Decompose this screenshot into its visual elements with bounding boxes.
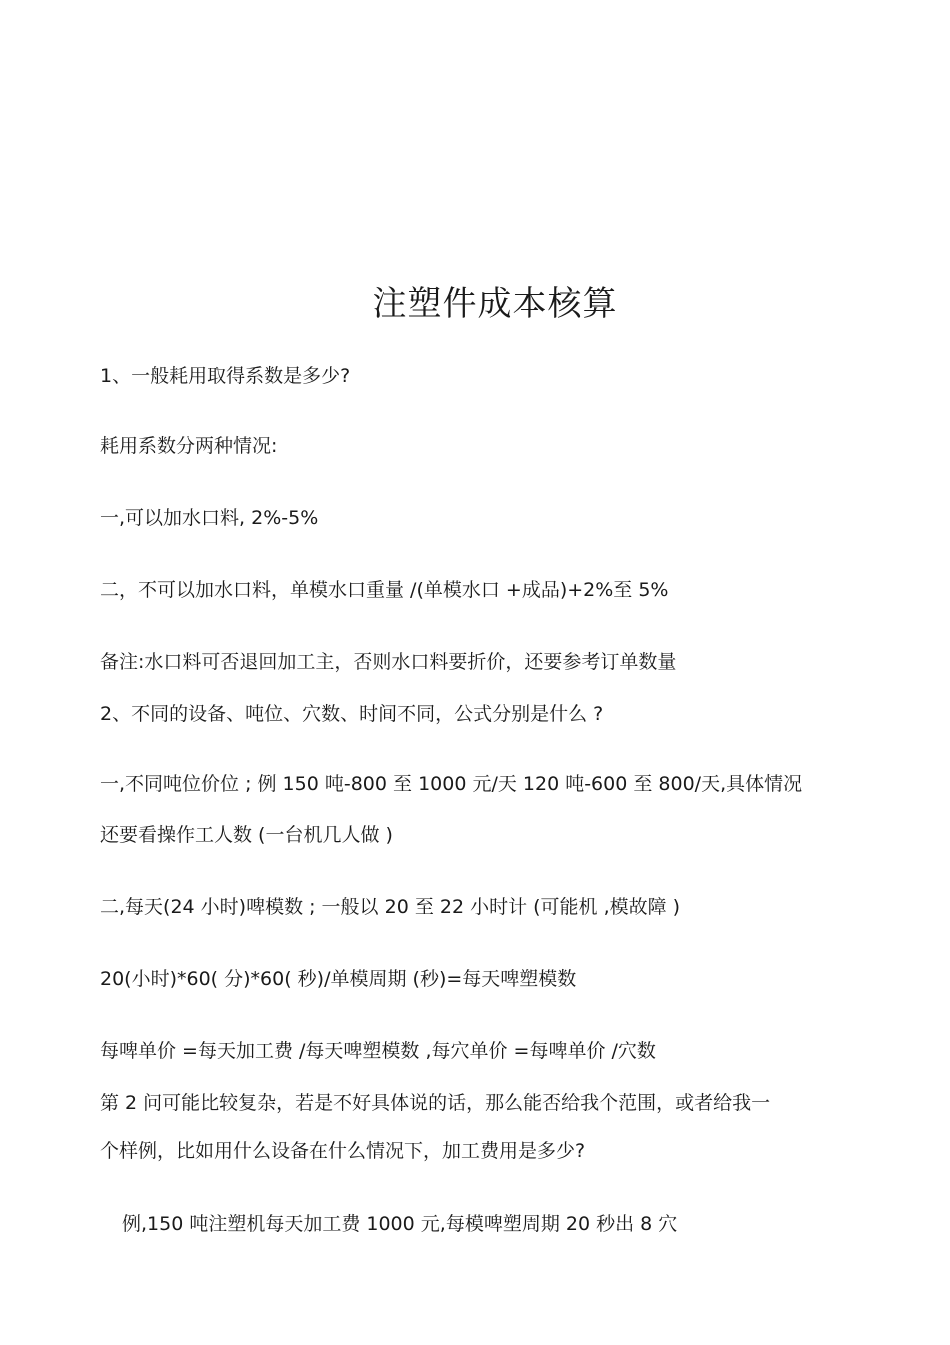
- paragraph-note: 备注:水口料可否退回加工主，否则水口料要折价，还要参考订单数量: [100, 651, 677, 673]
- page-title: 注塑件成本核算: [372, 284, 618, 324]
- paragraph-example: 例,150 吨注塑机每天加工费 1000 元,每模啤塑周期 20 秒出 8 穴: [122, 1213, 678, 1235]
- paragraph-tonnage-price-cont: 还要看操作工人数 (一台机几人做 ): [100, 824, 393, 846]
- paragraph-question-followup: 第 2 问可能比较复杂，若是不好具体说的话，那么能否给我个范围，或者给我一: [100, 1092, 771, 1114]
- paragraph-consumption-intro: 耗用系数分两种情况:: [100, 435, 278, 457]
- question-2: 2、不同的设备、吨位、穴数、时间不同，公式分别是什么 ?: [100, 703, 604, 725]
- paragraph-tonnage-price: 一,不同吨位价位 ; 例 150 吨-800 至 1000 元/天 120 吨-600 至 800/天,具体情况: [100, 773, 803, 795]
- paragraph-daily-shots: 二,每天(24 小时)啤模数 ; 一般以 20 至 22 小时计 (可能机 ,模故障 ): [100, 896, 681, 918]
- question-1: 1、一般耗用取得系数是多少?: [100, 365, 351, 387]
- paragraph-formula: 20(小时)*60( 分)*60( 秒)/单模周期 (秒)=每天啤塑模数: [100, 968, 577, 990]
- paragraph-case-two: 二，不可以加水口料，单模水口重量 /(单模水口 +成品)+2%至 5%: [100, 579, 669, 601]
- paragraph-question-followup-cont: 个样例，比如用什么设备在什么情况下，加工费用是多少?: [100, 1140, 586, 1162]
- paragraph-unit-price: 每啤单价 =每天加工费 /每天啤塑模数 ,每穴单价 =每啤单价 /穴数: [100, 1040, 656, 1062]
- paragraph-case-one: 一,可以加水口料, 2%-5%: [100, 507, 319, 529]
